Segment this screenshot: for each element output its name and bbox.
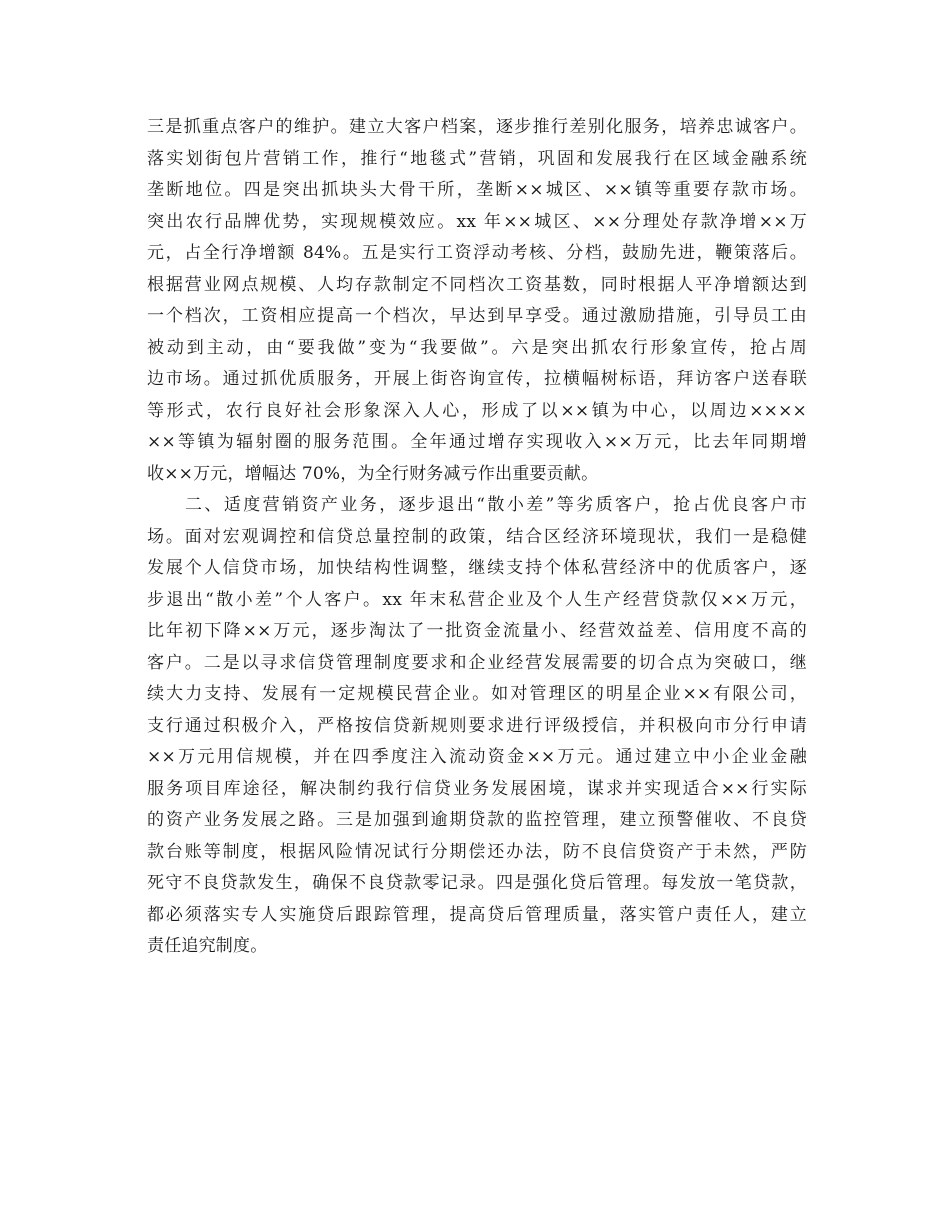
text-line: 落实划街包片营销工作，推行“地毯式”营销，巩固和发展我行在区域金融系统 bbox=[147, 148, 807, 169]
text-line: 客户。二是以寻求信贷管理制度要求和企业经营发展需要的切合点为突破口，继 bbox=[147, 652, 807, 673]
paragraph bbox=[147, 490, 807, 963]
text-line: 等形式，农行良好社会形象深入人心，形成了以××镇为中心，以周边×××× bbox=[147, 400, 807, 421]
text-line: 三是抓重点客户的维护。建立大客户档案，逐步推行差别化服务，培养忠诚客户。 bbox=[147, 117, 807, 137]
text-line: 收××万元，增幅达 70%，为全行财务减亏作出重要贡献。 bbox=[147, 463, 599, 484]
text-line: 元，占全行净增额 84%。五是实行工资浮动考核、分档，鼓励先进，鞭策落后。 bbox=[147, 243, 807, 263]
text-line: 根据营业网点规模、人均存款制定不同档次工资基数，同时根据人平净增额达到 bbox=[147, 274, 807, 295]
text-line: 比年初下降××万元，逐步淘汰了一批资金流量小、经营效益差、信用度不高的 bbox=[147, 621, 807, 641]
body-text bbox=[147, 112, 807, 963]
text-line: 边市场。通过抓优质服务，开展上街咨询宣传，拉横幅树标语，拜访客户送春联 bbox=[147, 369, 807, 389]
text-line: 被动到主动，由“要我做”变为“我要做”。六是突出抓农行形象宣传，抢占周 bbox=[147, 337, 807, 358]
text-line: 发展个人信贷市场，加快结构性调整，继续支持个体私营经济中的优质客户，逐 bbox=[147, 558, 807, 578]
text-line: 责任追究制度。 bbox=[147, 936, 268, 956]
text-line: 垄断地位。四是突出抓块头大骨干所，垄断××城区、××镇等重要存款市场。 bbox=[147, 180, 807, 200]
text-line: 场。面对宏观调控和信贷总量控制的政策，结合区经济环境现状，我们一是稳健 bbox=[147, 526, 807, 547]
text-line: 续大力支持、发展有一定规模民营企业。如对管理区的明星企业××有限公司， bbox=[147, 684, 807, 704]
text-line: 步退出“散小差”个人客户。xx 年末私营企业及个人生产经营贷款仅××万元， bbox=[147, 589, 807, 610]
text-line: 的资产业务发展之路。三是加强到逾期贷款的监控管理，建立预警催收、不良贷 bbox=[147, 810, 807, 830]
text-line: 服务项目库途径，解决制约我行信贷业务发展困境，谋求并实现适合××行实际 bbox=[147, 778, 807, 799]
text-line: ××等镇为辐射圈的服务范围。全年通过增存实现收入××万元，比去年同期增 bbox=[147, 432, 807, 452]
text-line: 支行通过积极介入，严格按信贷新规则要求进行评级授信，并积极向市分行申请 bbox=[147, 715, 807, 736]
text-line: 一个档次，工资相应提高一个档次，早达到早享受。通过激励措施，引导员工由 bbox=[147, 306, 807, 326]
paragraph bbox=[147, 112, 807, 490]
text-line: 突出农行品牌优势，实现规模效应。xx 年××城区、××分理处存款净增××万 bbox=[147, 211, 807, 232]
text-line: ××万元用信规模，并在四季度注入流动资金××万元。通过建立中小企业金融 bbox=[147, 747, 807, 767]
text-line: 死守不良贷款发生，确保不良贷款零记录。四是强化贷后管理。每发放一笔贷款， bbox=[147, 873, 807, 893]
text-line: 都必须落实专人实施贷后跟踪管理，提高贷后管理质量，落实管户责任人，建立 bbox=[147, 904, 807, 925]
text-line: 款台账等制度，根据风险情况试行分期偿还办法，防不良信贷资产于未然，严防 bbox=[147, 841, 807, 862]
text-line: 二、适度营销资产业务，逐步退出“散小差”等劣质客户，抢占优良客户市 bbox=[185, 495, 807, 515]
